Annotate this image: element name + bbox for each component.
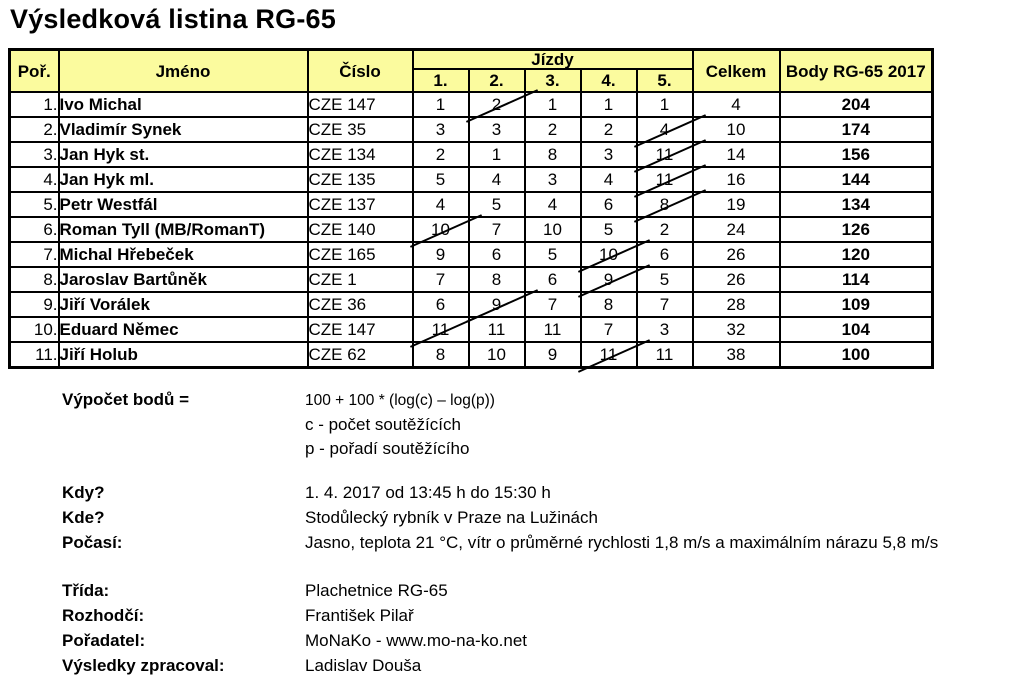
event-details-block [62,480,1020,555]
race-result-value: 5 [547,245,558,264]
when-label: Kdy? [62,483,105,502]
race-result-cell [637,317,693,342]
race-result-value: 4 [547,195,558,214]
header-race-3: 3. [525,69,581,92]
total-cell: 38 [693,342,780,368]
race-result-value: 3 [435,120,446,139]
race-result-cell [469,317,525,342]
race-result-value: 3 [603,145,614,164]
race-result-cell [413,317,469,342]
header-races-group: Jízdy [413,50,693,70]
competitor-name-cell: Jan Hyk ml. [59,167,308,192]
results-table [8,48,934,369]
sail-number-cell: CZE 36 [308,292,413,317]
table-row [10,167,933,192]
race-result-value: 11 [487,320,506,339]
race-result-value: 6 [659,245,670,264]
header-race-2: 2. [469,69,525,92]
race-result-cell [581,142,637,167]
race-result-cell [525,192,581,217]
page-title: Výsledková listina RG-65 [10,4,336,34]
race-result-cell [413,192,469,217]
race-result-value: 2 [659,220,670,239]
table-row [10,117,933,142]
race-result-cell [637,292,693,317]
race-result-value: 1 [435,95,446,114]
race-result-cell [525,92,581,117]
race-result-cell [469,92,525,117]
table-row [10,217,933,242]
race-result-value: 4 [491,170,502,189]
race-result-value: 5 [603,220,614,239]
points-cell: 174 [780,117,933,142]
sail-number-cell: CZE 1 [308,267,413,292]
race-result-cell [525,242,581,267]
race-result-cell [413,267,469,292]
race-result-value: 8 [659,195,670,214]
race-result-value: 9 [547,345,558,364]
weather-label: Počasí: [62,533,123,552]
organizer-label: Pořadatel: [62,631,146,650]
points-cell: 144 [780,167,933,192]
competitor-name-cell: Vladimír Synek [59,117,308,142]
sail-number-cell: CZE 147 [308,317,413,342]
race-result-value: 3 [547,170,558,189]
race-result-cell [637,267,693,292]
race-result-cell [469,117,525,142]
race-result-value: 6 [491,245,502,264]
race-result-value: 4 [435,195,446,214]
organizer-value: MoNaKo - www.mo-na-ko.net [305,631,528,650]
race-result-value: 10 [599,245,618,264]
race-result-value: 3 [491,120,502,139]
race-result-value: 1 [547,95,558,114]
race-result-cell [637,167,693,192]
race-result-cell [637,92,693,117]
sail-number-cell: CZE 35 [308,117,413,142]
race-result-cell [581,217,637,242]
sail-number-cell: CZE 134 [308,142,413,167]
total-cell: 32 [693,317,780,342]
race-result-value: 2 [491,95,502,114]
competitor-name-cell: Michal Hřebeček [59,242,308,267]
competitor-name-cell: Jaroslav Bartůněk [59,267,308,292]
race-result-cell [469,142,525,167]
scoring-formula-block [62,388,1020,461]
points-cell: 109 [780,292,933,317]
results-table-header [10,50,933,93]
race-result-value: 6 [547,270,558,289]
race-result-cell [469,242,525,267]
race-result-cell [413,117,469,142]
formula-legend-c: c - počet soutěžících [305,415,461,434]
race-result-value: 11 [431,320,450,339]
race-result-cell [525,292,581,317]
rank-cell: 11. [10,342,59,368]
race-result-value: 5 [659,270,670,289]
referee-value: František Pilař [305,606,414,625]
race-result-cell [581,267,637,292]
race-result-value: 2 [547,120,558,139]
race-result-cell [581,242,637,267]
header-total: Celkem [693,50,780,93]
competitor-name-cell: Jiří Vorálek [59,292,308,317]
race-result-cell [637,342,693,368]
total-cell: 24 [693,217,780,242]
race-result-cell [525,267,581,292]
race-result-cell [637,192,693,217]
where-label: Kde? [62,508,105,527]
table-row [10,242,933,267]
race-result-cell [413,242,469,267]
race-result-value: 7 [491,220,502,239]
rank-cell: 1. [10,92,59,117]
race-result-cell [413,167,469,192]
rank-cell: 9. [10,292,59,317]
race-result-cell [637,117,693,142]
race-result-cell [581,342,637,368]
organization-block [62,578,1020,678]
formula-expression: 100 + 100 * (log(c) – log(p)) [305,392,495,409]
rank-cell: 10. [10,317,59,342]
header-race-1: 1. [413,69,469,92]
points-cell: 126 [780,217,933,242]
rank-cell: 6. [10,217,59,242]
race-result-value: 10 [543,220,562,239]
class-value: Plachetnice RG-65 [305,581,448,600]
points-cell: 104 [780,317,933,342]
race-result-cell [413,92,469,117]
table-row [10,142,933,167]
race-result-cell [581,292,637,317]
rank-cell: 5. [10,192,59,217]
results-table-body [10,92,933,368]
header-points: Body RG-65 2017 [780,50,933,93]
table-row [10,292,933,317]
race-result-value: 2 [435,145,446,164]
race-result-cell [581,167,637,192]
race-result-cell [637,217,693,242]
race-result-value: 11 [655,345,674,364]
total-cell: 14 [693,142,780,167]
competitor-name-cell: Jan Hyk st. [59,142,308,167]
sail-number-cell: CZE 165 [308,242,413,267]
race-result-cell [525,167,581,192]
race-result-cell [525,342,581,368]
table-row [10,317,933,342]
race-result-cell [413,217,469,242]
race-result-value: 9 [603,270,614,289]
race-result-cell [637,242,693,267]
race-result-cell [469,217,525,242]
competitor-name-cell: Roman Tyll (MB/RomanT) [59,217,308,242]
race-result-cell [581,317,637,342]
race-result-cell [525,117,581,142]
race-result-value: 5 [435,170,446,189]
detail-row-when [62,480,1020,505]
race-result-cell [469,342,525,368]
org-row-compiler [62,653,1020,678]
race-result-cell [525,142,581,167]
race-result-value: 10 [487,345,506,364]
race-result-cell [581,192,637,217]
org-row-organizer [62,628,1020,653]
sail-number-cell: CZE 140 [308,217,413,242]
race-result-value: 7 [435,270,446,289]
header-number: Číslo [308,50,413,93]
sail-number-cell: CZE 137 [308,192,413,217]
formula-legend-row [62,437,1020,461]
race-result-value: 2 [603,120,614,139]
header-rank: Poř. [10,50,59,93]
sail-number-cell: CZE 147 [308,92,413,117]
race-result-value: 9 [491,295,502,314]
points-cell: 156 [780,142,933,167]
total-cell: 19 [693,192,780,217]
where-value: Stodůlecký rybník v Praze na Lužinách [305,508,598,527]
race-result-value: 8 [603,295,614,314]
race-result-value: 3 [659,320,670,339]
race-result-value: 11 [543,320,562,339]
race-result-value: 5 [491,195,502,214]
competitor-name-cell: Jiří Holub [59,342,308,368]
formula-row [62,388,1020,413]
rank-cell: 7. [10,242,59,267]
competitor-name-cell: Ivo Michal [59,92,308,117]
race-result-cell [581,117,637,142]
header-name: Jméno [59,50,308,93]
race-result-cell [413,342,469,368]
points-cell: 204 [780,92,933,117]
race-result-value: 6 [603,195,614,214]
points-cell: 100 [780,342,933,368]
race-result-value: 8 [435,345,446,364]
total-cell: 28 [693,292,780,317]
detail-row-weather [62,530,1020,555]
race-result-cell [525,217,581,242]
total-cell: 26 [693,267,780,292]
compiler-label: Výsledky zpracoval: [62,656,225,675]
table-row [10,192,933,217]
org-row-referee [62,603,1020,628]
total-cell: 26 [693,242,780,267]
race-result-cell [637,142,693,167]
total-cell: 10 [693,117,780,142]
formula-label: Výpočet bodů = [62,390,190,409]
race-result-cell [469,267,525,292]
header-race-5: 5. [637,69,693,92]
race-result-cell [469,192,525,217]
formula-legend-row [62,413,1020,437]
race-result-value: 7 [547,295,558,314]
total-cell: 4 [693,92,780,117]
org-row-class [62,578,1020,603]
rank-cell: 2. [10,117,59,142]
race-result-value: 1 [603,95,614,114]
race-result-value: 8 [547,145,558,164]
total-cell: 16 [693,167,780,192]
race-result-value: 11 [599,345,618,364]
referee-label: Rozhodčí: [62,606,145,625]
table-row [10,342,933,368]
race-result-cell [413,142,469,167]
race-result-value: 6 [435,295,446,314]
sail-number-cell: CZE 135 [308,167,413,192]
weather-value: Jasno, teplota 21 °C, vítr o průměrné rychlosti 1,8 m/s a maximálním nárazu 5,8 m/s [305,533,939,552]
rank-cell: 8. [10,267,59,292]
race-result-cell [525,317,581,342]
race-result-value: 7 [659,295,670,314]
header-race-4: 4. [581,69,637,92]
race-result-cell [581,92,637,117]
rank-cell: 3. [10,142,59,167]
sail-number-cell: CZE 62 [308,342,413,368]
competitor-name-cell: Eduard Němec [59,317,308,342]
race-result-value: 11 [655,145,674,164]
race-result-value: 10 [431,220,450,239]
competitor-name-cell: Petr Westfál [59,192,308,217]
race-result-value: 7 [603,320,614,339]
formula-legend-p: p - pořadí soutěžícího [305,439,470,458]
compiler-value: Ladislav Douša [305,656,422,675]
race-result-value: 4 [659,120,670,139]
race-result-value: 1 [659,95,670,114]
when-value: 1. 4. 2017 od 13:45 h do 15:30 h [305,483,551,502]
race-result-value: 4 [603,170,614,189]
race-result-cell [469,292,525,317]
class-label: Třída: [62,581,110,600]
race-result-cell [469,167,525,192]
race-result-value: 11 [655,170,674,189]
detail-row-where [62,505,1020,530]
points-cell: 134 [780,192,933,217]
race-result-value: 8 [491,270,502,289]
race-result-value: 1 [491,145,502,164]
rank-cell: 4. [10,167,59,192]
race-result-cell [413,292,469,317]
race-result-value: 9 [435,245,446,264]
table-row [10,267,933,292]
points-cell: 120 [780,242,933,267]
points-cell: 114 [780,267,933,292]
table-row [10,92,933,117]
